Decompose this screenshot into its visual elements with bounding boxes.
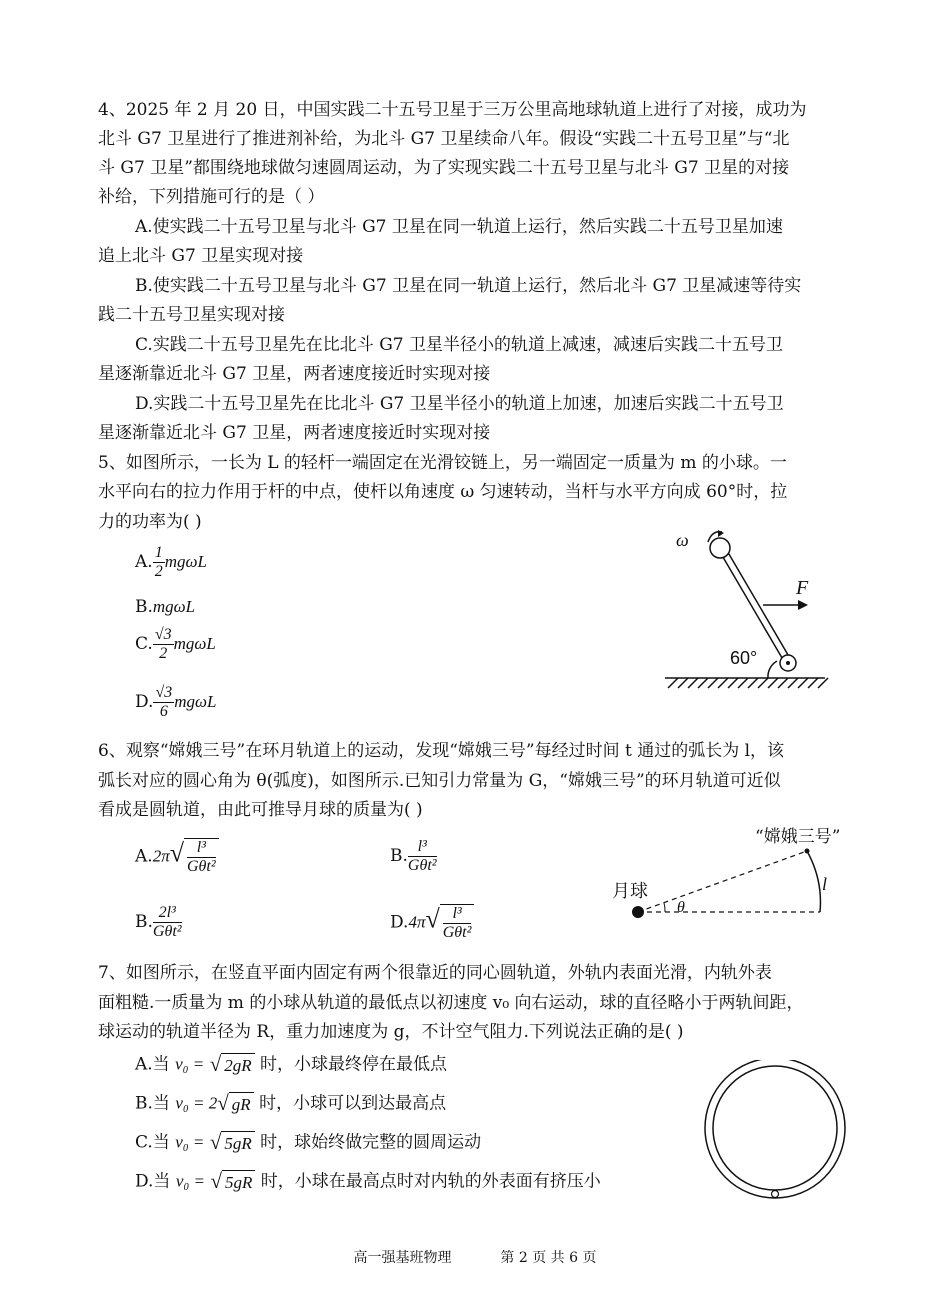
ball <box>710 538 730 558</box>
q7-line-2: 面粗糙.一质量为 m 的小球从轨道的最低点以初速度 v₀ 向右运动，球的直径略小于两轨间距， <box>98 993 804 1013</box>
q4-line-4: 补给，下列措施可行的是（ ） <box>98 187 325 207</box>
q7-track-figure <box>700 1060 850 1200</box>
radius-dashed <box>638 851 807 912</box>
q6-line-2: 弧长对应的圆心角为 θ(弧度)，如图所示.已知引力常量为 G，“嫦娥三号”的环月轨道可近似 <box>98 771 781 791</box>
footer-subject: 高一强基班物理 <box>353 1250 452 1266</box>
probe-dot <box>805 849 810 854</box>
q4-option-c: C.实践二十五号卫星先在比北斗 G7 卫星半径小的轨道上减速，减速后实践二十五号卫 <box>135 335 784 355</box>
q5-option-b: B.mgωL <box>135 597 196 617</box>
q7-option-c: C.当 v₀ = √ 5gR 时，球始终做完整的圆周运动 <box>135 1130 482 1154</box>
q4-option-d: D.实践二十五号卫星先在比北斗 G7 卫星半径小的轨道上加速，加速后实践二十五号卫 <box>135 394 784 414</box>
angle-arc <box>768 661 777 678</box>
q4-option-b-cont: 践二十五号卫星实现对接 <box>98 305 285 325</box>
footer-page-number: 第 2 页 共 6 页 <box>500 1250 597 1266</box>
q7-line-1: 7、如图所示，在竖直平面内固定有两个很靠近的同心圆轨道，外轨内表面光滑，内轨外表 <box>98 963 772 983</box>
q4-option-a: A.使实践二十五号卫星与北斗 G7 卫星在同一轨道上运行，然后实践二十五号卫星加速 <box>135 217 783 237</box>
q5-line-1: 5、如图所示，一长为 L 的轻杆一端固定在光滑铰链上，另一端固定一质量为 m 的小球。一 <box>98 453 787 473</box>
q6-orbit-figure <box>625 840 835 925</box>
q6-option-b-2: B. $\frac{\text{2l³}}{\text{Gθt²}}$ <box>135 904 182 940</box>
arc-label: l <box>822 874 828 894</box>
q7-line-3: 球运动的轨道半径为 R，重力加速度为 g，不计空气阻力.下列说法正确的是( ) <box>98 1022 684 1042</box>
q4-option-d-cont: 星逐渐靠近北斗 G7 卫星，两者速度接近时实现对接 <box>98 423 491 443</box>
inner-track <box>713 1066 837 1190</box>
q7-option-d: D.当 v₀ = √ 5gR 时，小球在最高点时对内轨的外表面有挤压小 <box>135 1169 601 1193</box>
q6-option-d: D.4π√ $\frac{\text{l³}}{\text{Gθt²}}$ <box>390 904 474 942</box>
outer-track <box>705 1060 845 1198</box>
page-footer <box>0 1247 950 1267</box>
q6-line-3: 看成是圆轨道，由此可推导月球的质量为( ) <box>98 800 423 820</box>
q5-line-3: 力的功率为( ) <box>98 512 202 532</box>
angle-label: 60° <box>730 648 758 668</box>
probe-label: “嫦娥三号” <box>755 827 841 847</box>
small-ball <box>772 1191 779 1198</box>
q4-line-3: 斗 G7 卫星”都围绕地球做匀速圆周运动，为了实现实践二十五号卫星与北斗 G7 卫星的对接 <box>98 158 790 178</box>
q6-option-a: A.2π√ $\frac{\text{l³}}{\text{Gθt²}}$ <box>135 838 219 876</box>
q4-line-2: 北斗 G7 卫星进行了推进剂补给，为北斗 G7 卫星续命八年。假设“实践二十五号卫星”与“北 <box>98 129 790 149</box>
arc-path <box>807 851 820 912</box>
q6-line-1: 6、观察“嫦娥三号”在环月轨道上的运动，发现“嫦娥三号”每经过时间 t 通过的弧长为 l，该 <box>98 741 785 761</box>
q5-option-d: D. $\frac{√3}{6}$ mgωL <box>135 684 217 720</box>
q4-option-b: B.使实践二十五号卫星与北斗 G7 卫星在同一轨道上运行，然后北斗 G7 卫星减速等待实 <box>135 276 802 296</box>
q4-option-a-cont: 追上北斗 G7 卫星实现对接 <box>98 246 304 266</box>
theta-label: θ <box>677 899 685 916</box>
ground-hatch <box>668 678 828 688</box>
q4-option-c-cont: 星逐渐靠近北斗 G7 卫星，两者速度接近时实现对接 <box>98 364 491 384</box>
force-label: F <box>796 577 809 599</box>
moon-label: 月球 <box>612 881 648 902</box>
q7-option-b: B.当 v₀ = 2√ gR 时，小球可以到达最高点 <box>135 1091 447 1115</box>
q5-line-2: 水平向右的拉力作用于杆的中点，使杆以角速度 ω 匀速转动，当杆与水平方向成 60°时，拉 <box>98 482 788 502</box>
q6-option-b-1: B. $\frac{\text{l³}}{\text{Gθt²}}$ <box>390 838 437 874</box>
q5-option-a: A. $\frac{1}{2}$ mgωL <box>135 544 207 580</box>
q5-option-c: C. $\frac{√3}{2}$ mgωL <box>135 626 216 662</box>
omega-label: ω <box>676 530 689 550</box>
q7-option-a: A.当 v₀ = √ 2gR 时，小球最终停在最低点 <box>135 1052 448 1076</box>
q4-line-1: 4、2025 年 2 月 20 日，中国实践二十五号卫星于三万公里高地球轨道上进行了对接，成功为 <box>98 100 807 120</box>
